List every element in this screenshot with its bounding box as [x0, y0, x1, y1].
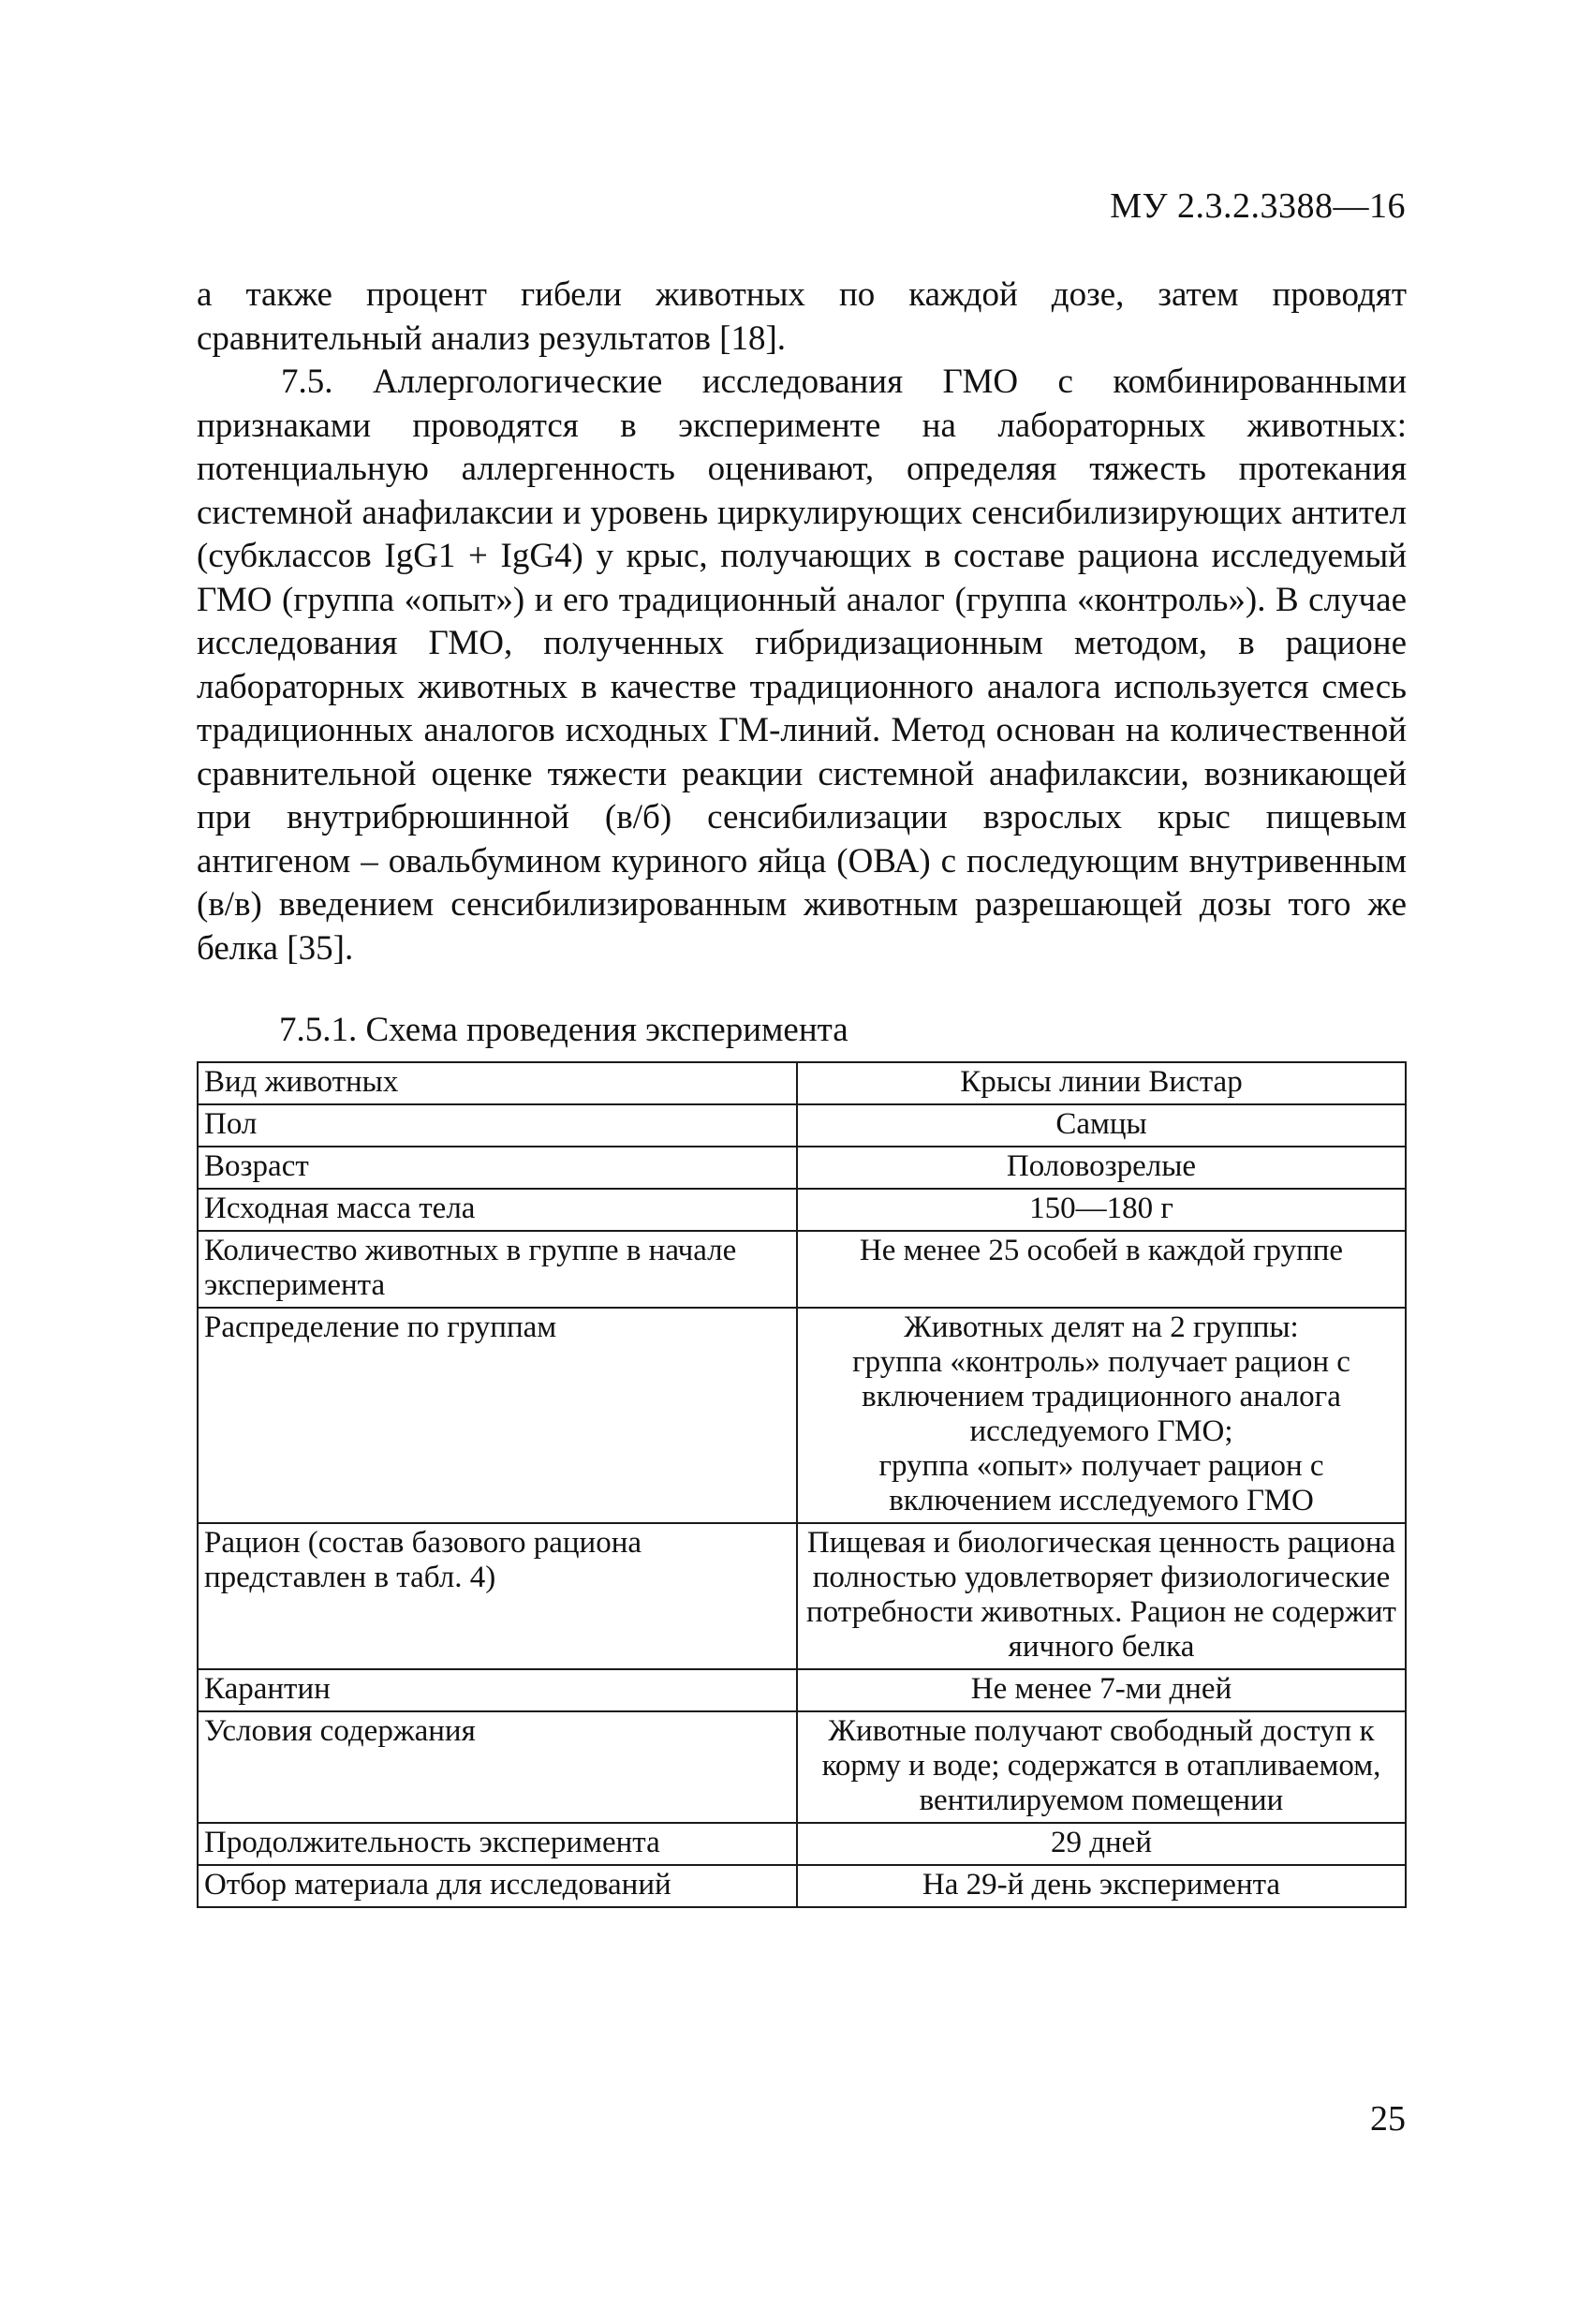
- table-row: [198, 1669, 1406, 1711]
- row-value: 29 дней: [797, 1823, 1406, 1865]
- row-label: Вид животных: [198, 1062, 797, 1104]
- table-row: [198, 1104, 1406, 1147]
- table-row: [198, 1711, 1406, 1823]
- row-label: Продолжительность эксперимента: [198, 1823, 797, 1865]
- table-row: [198, 1189, 1406, 1231]
- row-value: Пищевая и биологическая ценность рациона полностью удовлетворяет физиологические потребности животных. Рацион не содержит яичного белка: [797, 1523, 1406, 1669]
- row-label: Отбор материала для исследований: [198, 1865, 797, 1907]
- body-text: [197, 274, 1407, 970]
- table-row: [198, 1308, 1406, 1523]
- experiment-scheme-table: [197, 1061, 1407, 1908]
- row-label: Карантин: [198, 1669, 797, 1711]
- table-row: [198, 1231, 1406, 1308]
- row-value: Крысы линии Вистар: [797, 1062, 1406, 1104]
- row-value: Половозрелые: [797, 1147, 1406, 1189]
- document-code-header: МУ 2.3.2.3388—16: [1110, 186, 1406, 226]
- row-value: Животных делят на 2 группы: группа «контроль» получает рацион с включением традиционного аналога исследуемого ГМО; группа «опыт» получает рацион с включением исследуемого ГМО: [797, 1308, 1406, 1523]
- table-row: [198, 1062, 1406, 1104]
- row-label: Количество животных в группе в начале эксперимента: [198, 1231, 797, 1308]
- section-7-5-paragraph: 7.5. Аллергологические исследования ГМО с комбинированными признаками проводятся в эксперименте на лабораторных животных: потенциальную аллергенность оценивают, определяя тяжесть протекания системной анафилаксии и уровень циркулирующих сенсибилизирующих антител (субклассов IgG1 + IgG4) у крыс, получающих в составе рациона исследуемый ГМО (группа «опыт») и его традиционный аналог (группа «контроль»). В случае исследования ГМО, полученных гибридизационным методом, в рационе лабораторных животных в качестве традиционного аналога используется смесь традиционных аналогов исходных ГМ-линий. Метод основан на количественной сравнительной оценке тяжести реакции системной анафилаксии, возникающей при внутрибрюшинной (в/б) сенсибилизации взрослых крыс пищевым антигеном – овальбумином куриного яйца (ОВА) с последующим внутривенным (в/в) введением сенсибилизированным животным разрешающей дозы того же белка [35].: [197, 363, 1407, 968]
- row-label: Рацион (состав базового рациона представлен в табл. 4): [198, 1523, 797, 1669]
- row-label: Исходная масса тела: [198, 1189, 797, 1231]
- row-value: Животные получают свободный доступ к корму и воде; содержатся в отапливаемом, вентилируемом помещении: [797, 1711, 1406, 1823]
- row-label: Условия содержания: [198, 1711, 797, 1823]
- row-label: Возраст: [198, 1147, 797, 1189]
- row-label: Пол: [198, 1104, 797, 1147]
- table-row: [198, 1865, 1406, 1907]
- row-value: Не менее 7-ми дней: [797, 1669, 1406, 1711]
- row-value: 150—180 г: [797, 1189, 1406, 1231]
- table-caption: 7.5.1. Схема проведения эксперимента: [279, 1011, 848, 1049]
- row-label: Распределение по группам: [198, 1308, 797, 1523]
- table-row: [198, 1823, 1406, 1865]
- page-number: 25: [1370, 2099, 1406, 2139]
- row-value: Не менее 25 особей в каждой группе: [797, 1231, 1406, 1308]
- table-row: [198, 1147, 1406, 1189]
- row-value: Самцы: [797, 1104, 1406, 1147]
- row-value: На 29-й день эксперимента: [797, 1865, 1406, 1907]
- table-row: [198, 1523, 1406, 1669]
- continuation-paragraph: а также процент гибели животных по каждой дозе, затем проводят сравнительный анализ результатов [18].: [197, 275, 1407, 358]
